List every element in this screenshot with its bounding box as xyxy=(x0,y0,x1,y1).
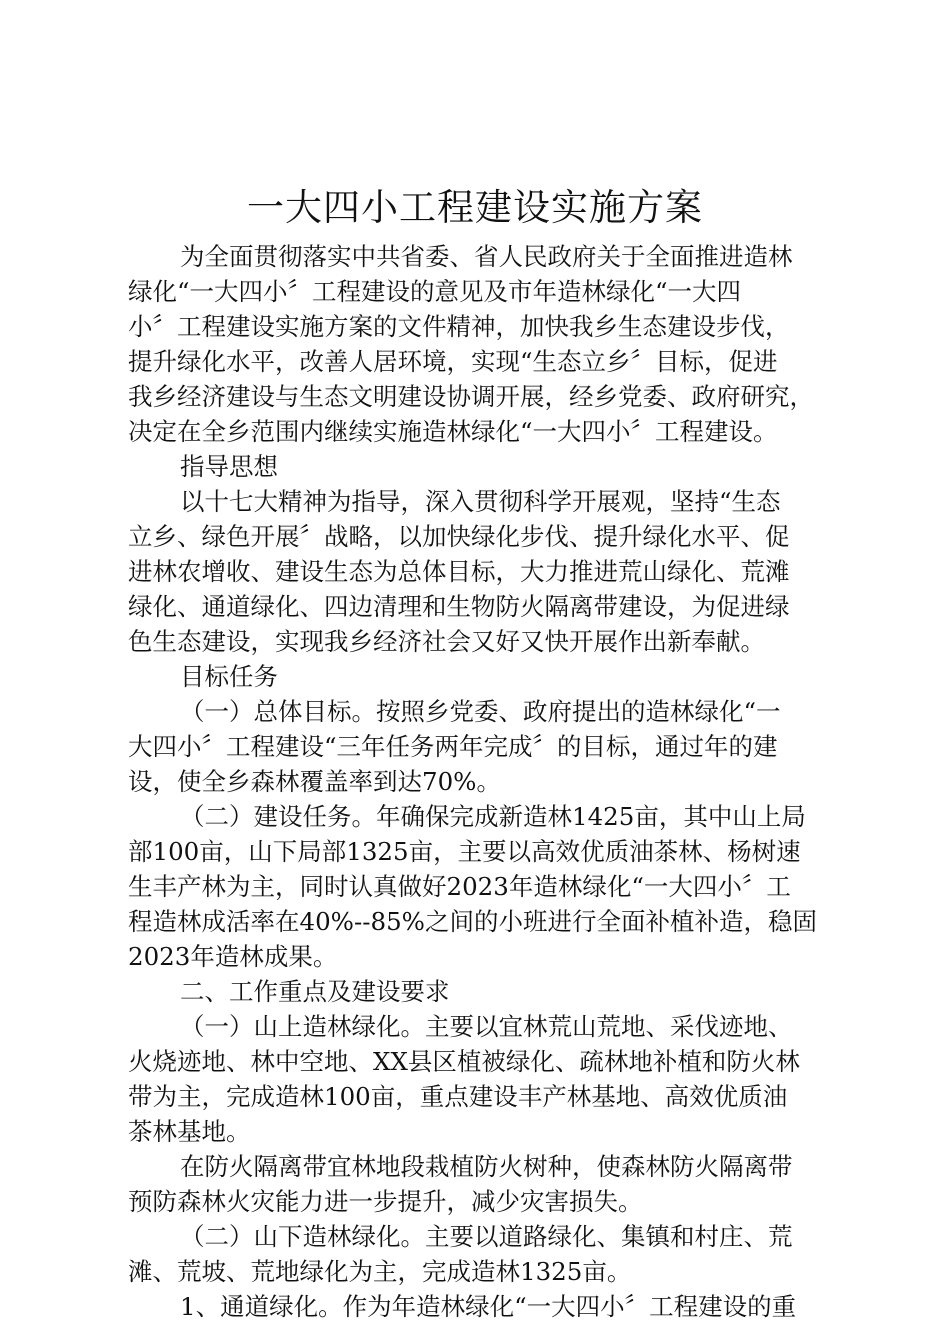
paragraph-line: 2023年造林成果。 xyxy=(128,942,338,971)
paragraph-line: 预防森林火灾能力进一步提升，减少灾害损失。 xyxy=(128,1187,643,1216)
paragraph-line: （一）山上造林绿化。主要以宜林荒山荒地、采伐迹地、 xyxy=(180,1012,793,1041)
paragraph-line: 生丰产林为主，同时认真做好2023年造林绿化“一大四小〞工 xyxy=(128,872,791,901)
paragraph-line: 以十七大精神为指导，深入贯彻科学开展观，坚持“生态 xyxy=(180,487,781,516)
paragraph-line: 绿化“一大四小〞工程建设的意见及市年造林绿化“一大四 xyxy=(128,277,742,306)
paragraph-line: 大四小〞工程建设“三年任务两年完成〞的目标，通过年的建 xyxy=(128,732,778,761)
paragraph-line: 茶林基地。 xyxy=(128,1117,251,1146)
paragraph-line: 为全面贯彻落实中共省委、省人民政府关于全面推进造林 xyxy=(180,242,793,271)
paragraph-line: （一）总体目标。按照乡党委、政府提出的造林绿化“一 xyxy=(180,697,781,726)
paragraph-line: （二）山下造林绿化。主要以道路绿化、集镇和村庄、荒 xyxy=(180,1222,793,1251)
paragraph-line: 小〞工程建设实施方案的文件精神，加快我乡生态建设步伐， xyxy=(128,312,790,341)
paragraph-line: 部100亩，山下局部1325亩，主要以高效优质油茶林、杨树速 xyxy=(128,837,801,866)
paragraph-line: 我乡经济建设与生态文明建设协调开展，经乡党委、政府研究， xyxy=(128,382,814,411)
section-heading: 目标任务 xyxy=(180,662,278,691)
section-heading: 指导思想 xyxy=(180,452,278,481)
paragraph-line: 绿化、通道绿化、四边清理和生物防火隔离带建设，为促进绿 xyxy=(128,592,790,621)
paragraph-line: 带为主，完成造林100亩，重点建设丰产林基地、高效优质油 xyxy=(128,1082,788,1111)
paragraph-line: 进林农增收、建设生态为总体目标，大力推进荒山绿化、荒滩 xyxy=(128,557,790,586)
paragraph-line: 滩、荒坡、荒地绿化为主，完成造林1325亩。 xyxy=(128,1257,632,1286)
paragraph-line: 色生态建设，实现我乡经济社会又好又快开展作出新奉献。 xyxy=(128,627,765,656)
paragraph-line: 1、通道绿化。作为年造林绿化“一大四小〞工程建设的重 xyxy=(180,1292,797,1321)
document-title: 一大四小工程建设实施方案 xyxy=(247,186,703,229)
paragraph-line: 在防火隔离带宜林地段栽植防火树种，使森林防火隔离带 xyxy=(180,1152,793,1181)
section-heading: 二、工作重点及建设要求 xyxy=(180,977,450,1006)
paragraph-line: 程造林成活率在40%--85%之间的小班进行全面补植补造，稳固 xyxy=(128,907,817,936)
paragraph-line: 提升绿化水平，改善人居环境，实现“生态立乡〞目标，促进 xyxy=(128,347,778,376)
paragraph-line: （二）建设任务。年确保完成新造林1425亩，其中山上局 xyxy=(180,802,806,831)
paragraph-line: 立乡、绿色开展〞战略，以加快绿化步伐、提升绿化水平、促 xyxy=(128,522,790,551)
paragraph-line: 设，使全乡森林覆盖率到达70%。 xyxy=(128,767,501,796)
paragraph-line: 决定在全乡范围内继续实施造林绿化“一大四小〞工程建设。 xyxy=(128,417,778,446)
paragraph-line: 火烧迹地、林中空地、XX县区植被绿化、疏林地补植和防火林 xyxy=(128,1047,800,1076)
